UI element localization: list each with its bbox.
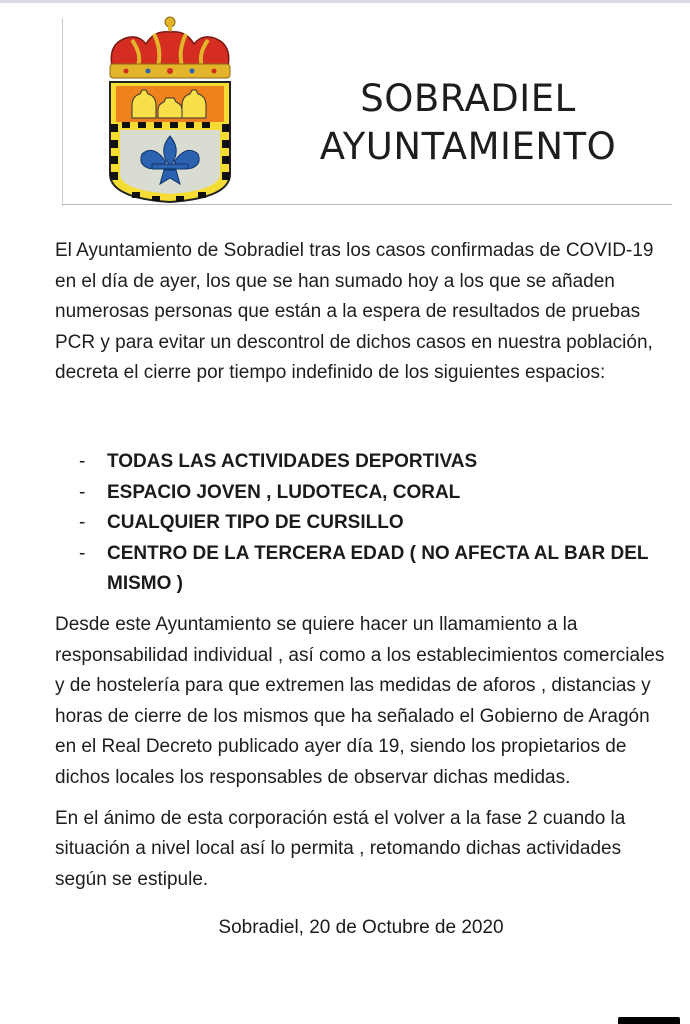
list-item: - CENTRO DE LA TERCERA EDAD ( NO AFECTA AL BAR DEL MISMO ) (79, 542, 649, 595)
list-item: - TODAS LAS ACTIVIDADES DEPORTIVAS (79, 450, 478, 472)
header-vertical-rule (62, 18, 63, 206)
list-item: - ESPACIO JOVEN , LUDOTECA, CORAL (79, 481, 461, 503)
list-item-text: CENTRO DE LA TERCERA EDAD ( NO AFECTA AL BAR DEL MISMO ) (107, 542, 649, 595)
list-item-text: CUALQUIER TIPO DE CURSILLO (107, 512, 404, 534)
list-item-text: ESPACIO JOVEN , LUDOTECA, CORAL (107, 481, 461, 503)
corner-mark (618, 1017, 680, 1024)
crown-icon (110, 17, 230, 78)
coat-of-arms-icon (102, 14, 238, 204)
appeal-paragraph: Desde este Ayuntamiento se quiere hacer un llamamiento a la responsabilidad individual , así como a los establecimientos comerciales y de hostelería para que extremen las medidas de aforos , distancias y horas de cierre de los mismos que ha señalado el Gobierno de Aragón en el Real Decreto publicado ayer día 19, siendo los propietarios de dichos locales los responsables de observar dichas medidas. (55, 613, 665, 788)
list-item: - CUALQUIER TIPO DE CURSILLO (79, 512, 404, 534)
intro-paragraph: El Ayuntamiento de Sobradiel tras los casos confirmadas de COVID-19 en el día de ayer, los que se han sumado hoy a los que se añaden numerosas personas que están a la espera de resultados de pruebas PCR y para evitar un descontrol de dichos casos en nuestra población, decreta el cierre por tiempo indefinido de los siguientes espacios: (55, 240, 654, 384)
header-horizontal-rule (62, 204, 672, 205)
organization-name-line1: SOBRADIEL (360, 77, 576, 120)
closures-list (55, 447, 667, 600)
notice-body (55, 236, 667, 943)
outlook-paragraph: En el ánimo de esta corporación está el volver a la fase 2 cuando la situación a nivel local así lo permita , retomando dichas actividades según se estipule. (55, 807, 626, 890)
organization-name-line2: AYUNTAMIENTO (319, 125, 617, 168)
top-border (0, 0, 690, 3)
date-signoff: Sobradiel, 20 de Octubre de 2020 (218, 917, 504, 939)
organization-name (268, 75, 668, 171)
list-item-text: TODAS LAS ACTIVIDADES DEPORTIVAS (107, 450, 478, 472)
